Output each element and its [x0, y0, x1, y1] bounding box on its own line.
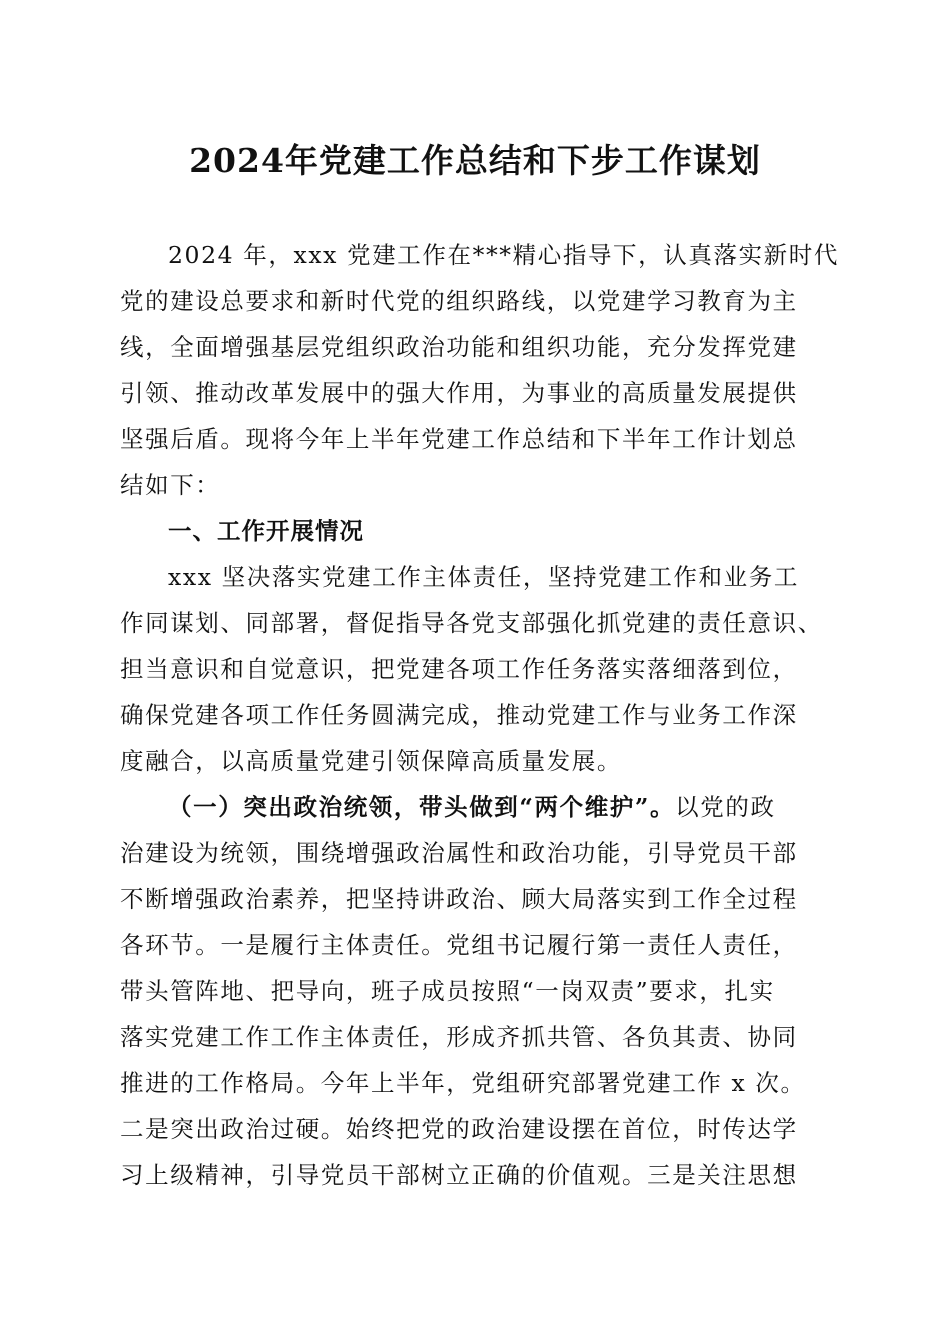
paragraph-line: 各环节。一是履行主体责任。党组书记履行第一责任人责任，	[120, 931, 798, 959]
paragraph-line: 度融合，以高质量党建引领保障高质量发展。	[120, 747, 622, 775]
subsection-line	[120, 784, 840, 830]
paragraph-line: 坚强后盾。现将今年上半年党建工作总结和下半年工作计划总	[120, 425, 798, 453]
document-title: 2024年党建工作总结和下步工作谋划	[189, 141, 761, 180]
paragraph-line: 不断增强政治素养，把坚持讲政治、顾大局落实到工作全过程	[120, 885, 798, 913]
paragraph-line: 作同谋划、同部署，督促指导各党支部强化抓党建的责任意识、	[120, 609, 823, 637]
document-body	[120, 232, 840, 1198]
paragraph-line: 带头管阵地、把导向，班子成员按照“一岗双责”要求，扎实	[120, 977, 775, 1005]
subsection-heading: （一）突出政治统领，带头做到“两个维护”。	[168, 793, 676, 821]
paragraph-line: 线，全面增强基层党组织政治功能和组织功能，充分发挥党建	[120, 333, 798, 361]
paragraph-line: 推进的工作格局。今年上半年，党组研究部署党建工作 x 次。	[120, 1069, 806, 1097]
section-heading: 一、工作开展情况	[168, 517, 364, 545]
paragraph-line: 2024 年，xxx 党建工作在***精心指导下，认真落实新时代	[168, 241, 839, 269]
paragraph-line: 二是突出政治过硬。始终把党的政治建设摆在首位，时传达学	[120, 1115, 798, 1143]
paragraph-line: 担当意识和自觉意识，把党建各项工作任务落实落细落到位，	[120, 655, 798, 683]
paragraph-line: 习上级精神，引导党员干部树立正确的价值观。三是关注思想	[120, 1161, 798, 1189]
paragraph-line: xxx 坚决落实党建工作主体责任，坚持党建工作和业务工	[168, 563, 799, 591]
subsection-text: 以党的政	[675, 793, 776, 821]
paragraph-line: 确保党建各项工作任务圆满完成，推动党建工作与业务工作深	[120, 701, 798, 729]
paragraph-line: 落实党建工作工作主体责任，形成齐抓共管、各负其责、协同	[120, 1023, 798, 1051]
paragraph-line: 治建设为统领，围绕增强政治属性和政治功能，引导党员干部	[120, 839, 798, 867]
paragraph-line: 结如下：	[120, 471, 221, 499]
paragraph-line: 引领、推动改革发展中的强大作用，为事业的高质量发展提供	[120, 379, 798, 407]
paragraph-line: 党的建设总要求和新时代党的组织路线，以党建学习教育为主	[120, 287, 798, 315]
